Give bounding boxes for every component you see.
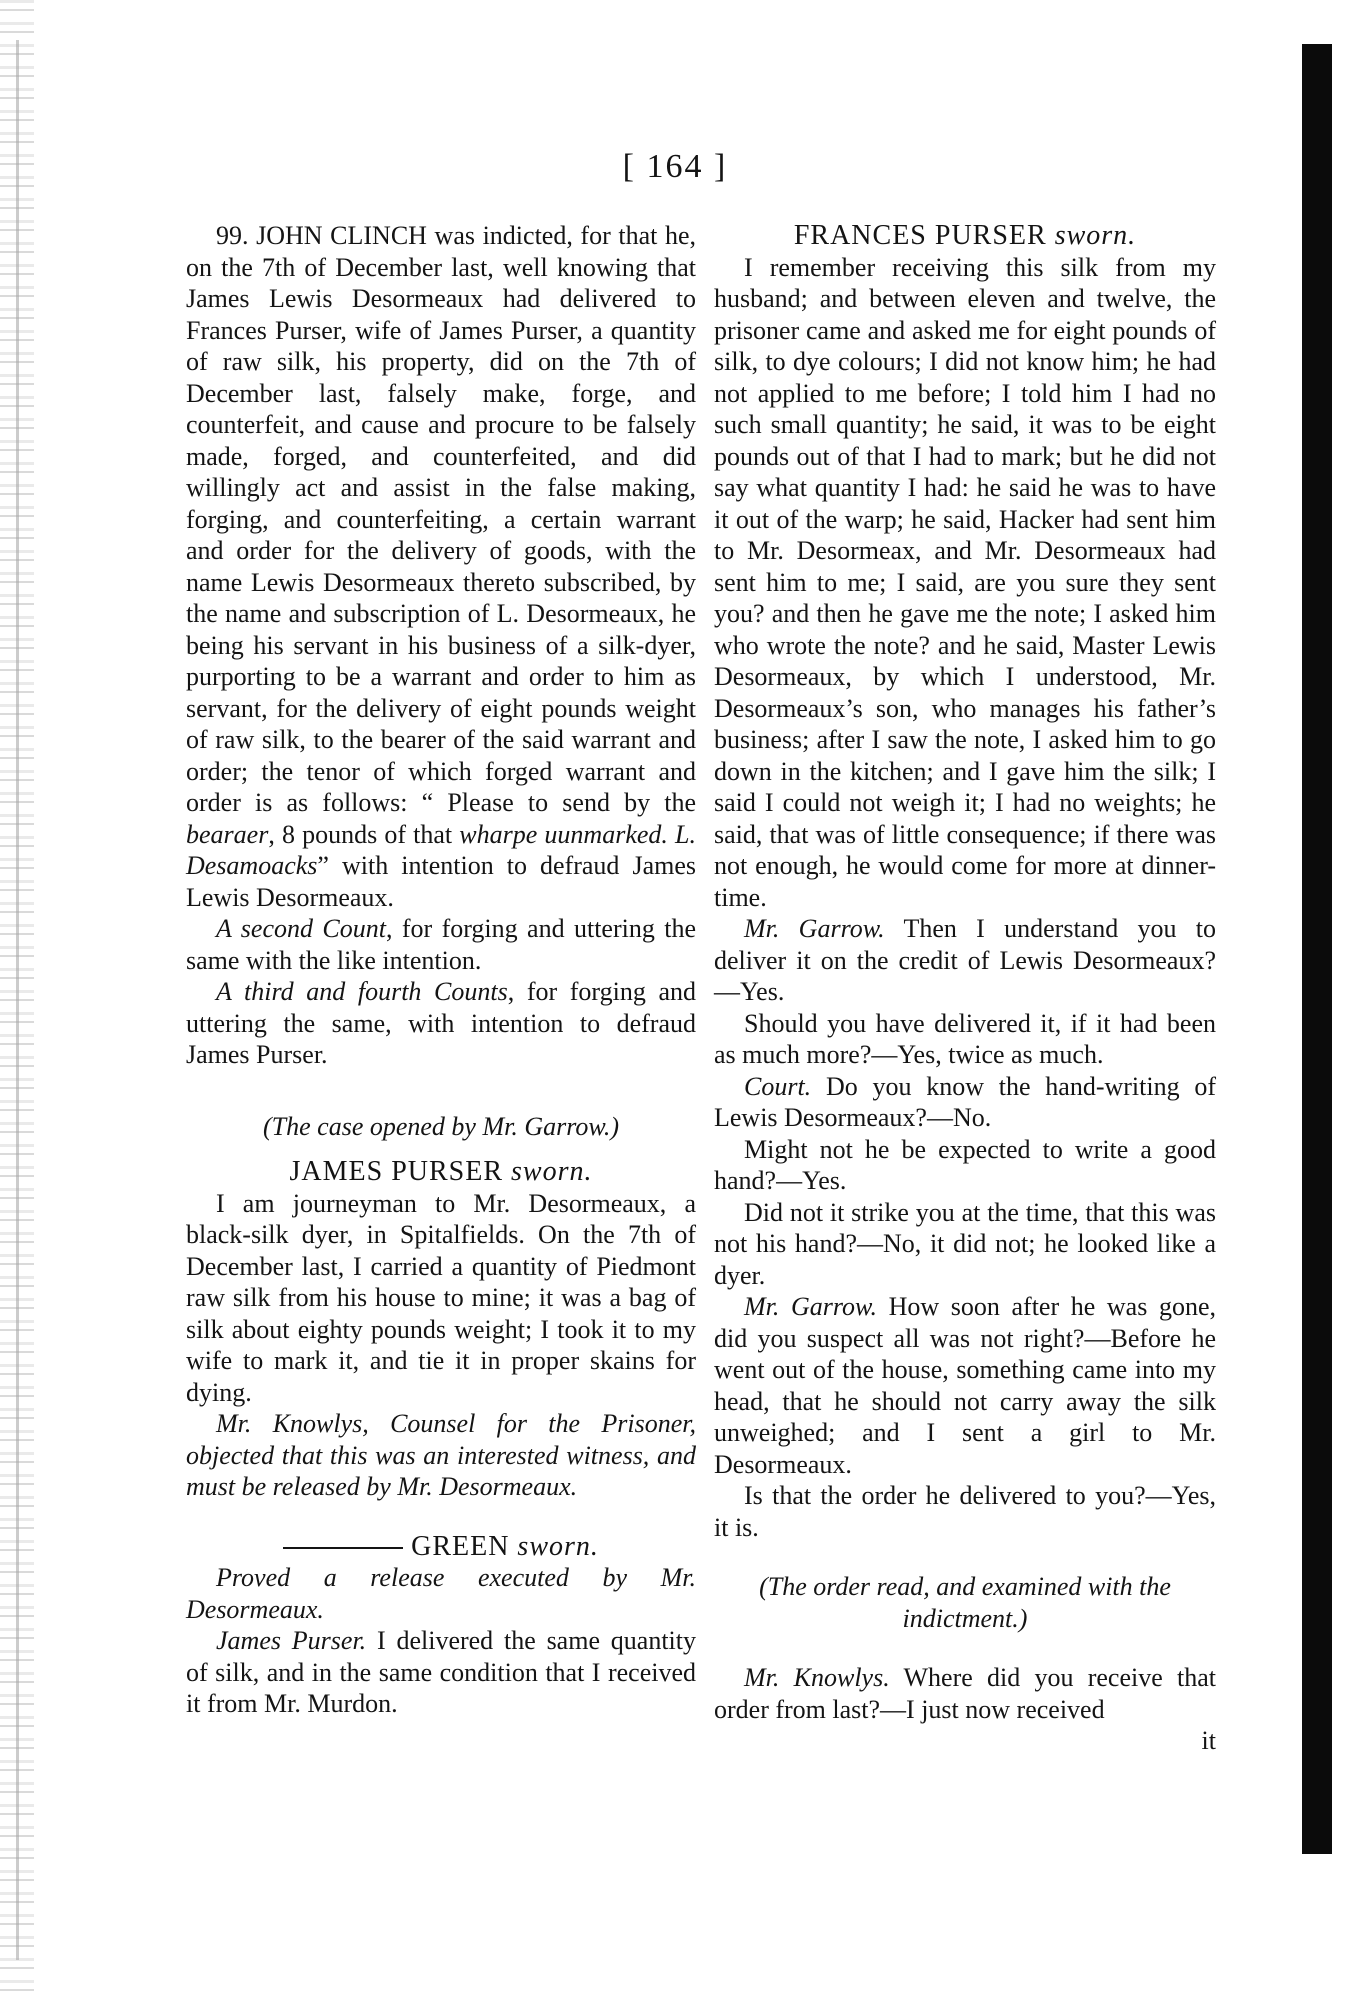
green-release: Proved a release executed by Mr. Desormeaux. [186,1563,696,1624]
question-good-hand: Might not he be expected to write a good hand?—Yes. [714,1134,1216,1195]
knowlys-question: Mr. Knowlys. Where did you receive that order from last?—I just now received [714,1663,1217,1724]
scan-right-edge [1302,44,1332,1854]
question-strike: Did not it strike you at the time, that this was not his hand?—No, it did not; he looked like a dyer. [714,1197,1216,1290]
court-question: Court. Do you know the hand-writing of Lewis Desormeaux?—No. [714,1071,1216,1132]
garrow-question-1: Mr. Garrow. Then I understand you to deliver it on the credit of Lewis Desormeaux?—Yes. [714,914,1217,1006]
question-order: Is that the order he delivered to you?—Yes, it is. [714,1481,1216,1542]
right-column [714,220,1216,1757]
order-read-note: (The order read, and examined with the indictment.) [759,1572,1171,1633]
witness-heading-frances-purser: FRANCES PURSER sworn. [793,220,1137,251]
james-purser-testimony: I am journeyman to Mr. Desormeaux, a black-silk dyer, in Spitalfields. On the 7th of December last, I carried a quantity of Piedmont raw silk from his house to mine; it was a bag of silk about eighty pounds weight; I took it to my wife to mark it, and tie it in proper skains for dying. [186,1188,696,1407]
second-count: A second Count, for forging and uttering the same with the like intention. [186,914,696,975]
indictment-paragraph: 99. JOHN CLINCH was indicted, for that he, on the 7th of December last, well knowing that James Lewis Desormeaux had delivered to Frances Purser, wife of James Purser, a quantity of raw silk, his property, did on the 7th of December last, falsely make, forge, and counterfeit, and cause and procure to be falsely made, forged, and counterfeited, and did willingly act and assist in the false making, forging, and counterfeiting, a certain warrant and order for the delivery of goods, with the name Lewis Desormeaux thereto subscribed, by the name and subscription of L. Desormeaux, he being his servant in his business of a silk-dyer, purporting to be a warrant and order to him as servant, for the delivery of eight pounds weight of raw silk, to the bearer of the said warrant and order; the tenor of which forged warrant and order is as follows: “ Please to send by the bearaer, 8 pounds of that wharpe uunmarked. L. Desamoacks” with intention to defraud James Lewis Desormeaux. [186,221,697,912]
garrow-question-2: Mr. Garrow. How soon after he was gone, did you suspect all was not right?—Before he went out of the house, something came into my head, that he should not carry away the silk unweighed; and I sent a girl to Mr. Desormeaux. [714,1292,1216,1479]
question-as-much-more: Should you have delivered it, if it had been as much more?—Yes, twice as much. [714,1008,1216,1069]
page-number: [ 164 ] [622,148,728,185]
witness-heading-james-purser: JAMES PURSER sworn. [289,1156,593,1187]
scan-left-edge [0,0,34,2000]
knowlys-objection: Mr. Knowlys, Counsel for the Prisoner, objected that this was an interested witness, and must be released by Mr. Desormeaux. [186,1409,696,1501]
left-column [186,220,696,1720]
catchword: it [1201,1726,1216,1755]
third-fourth-counts: A third and fourth Counts, for forging and uttering the same, with intention to defraud James Purser. [186,977,696,1069]
james-purser-statement: James Purser. I delivered the same quantity of silk, and in the same condition that I received it from Mr. Murdon. [186,1626,697,1718]
witness-heading-green: GREEN sworn. [186,1531,696,1563]
case-opened-note: (The case opened by Mr. Garrow.) [263,1111,619,1141]
frances-purser-testimony: I remember receiving this silk from my husband; and between eleven and twelve, the prisoner came and asked me for eight pounds of silk, to dye colours; I did not know him; he had not applied to me before; I told him I had no such small quantity; he said, it was to be eight pounds out of that I had to mark; but he did not say what quantity I had: he said he was to have it out of the warp; he said, Hacker had sent him to Mr. Desormeax, and Mr. Desormeaux had sent him to me; I said, are you sure they sent you? and then he gave me the note; I asked him who wrote the note? and he said, Master Lewis Desormeaux, by which I understood, Mr. Desormeaux’s son, who manages his father’s business; after I saw the note, I asked him to go down in the kitchen; and I gave him the silk; I said I could not weigh it; I had no weights; he said, that was of little consequence; if there was not enough, he would come for more at dinner-time. [714,252,1216,912]
